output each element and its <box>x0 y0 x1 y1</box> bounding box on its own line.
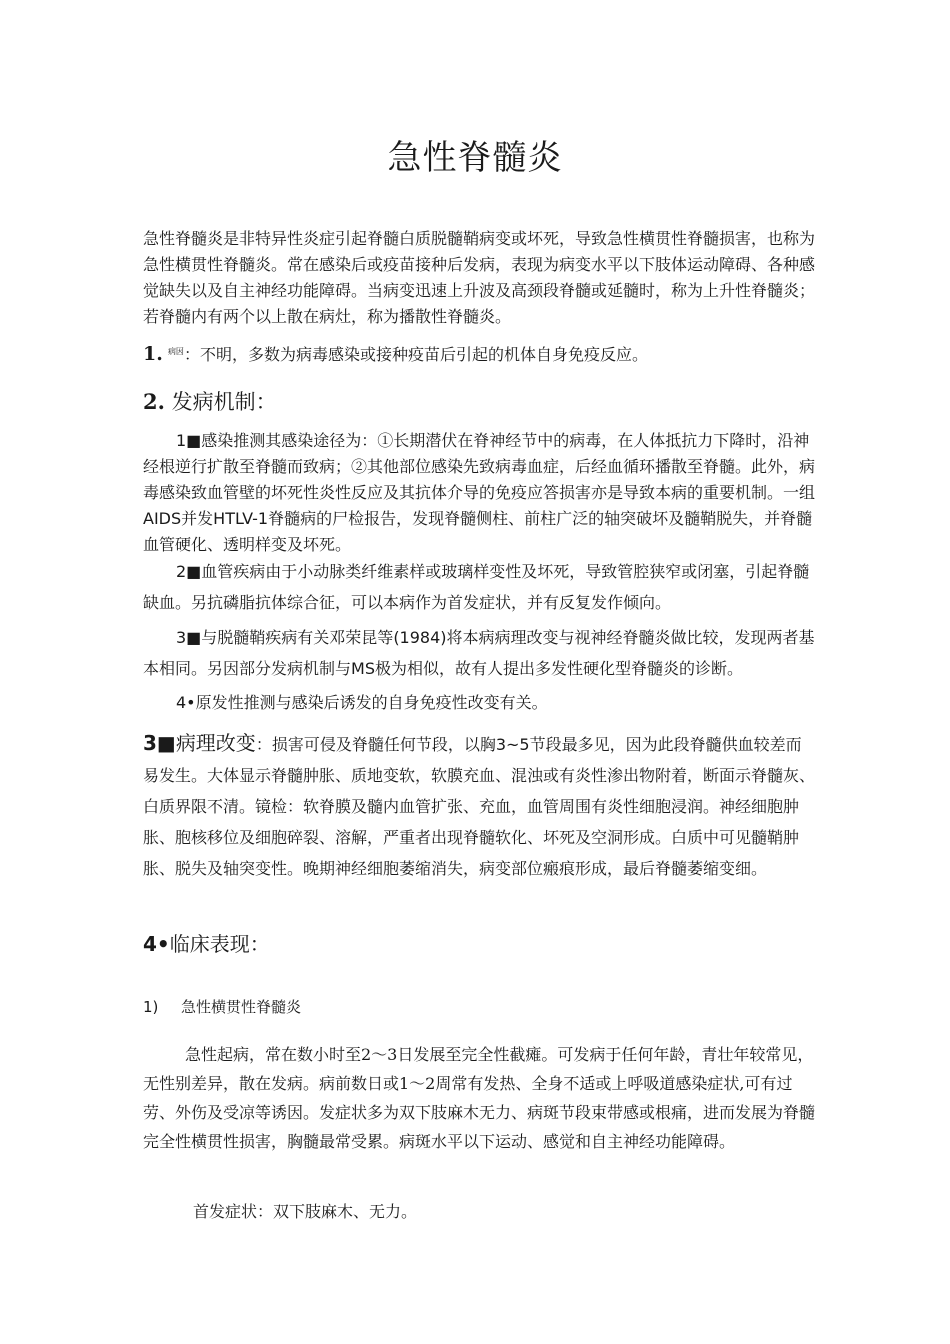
first-symptom-line: 首发症状：双下肢麻木、无力。 <box>193 1202 418 1221</box>
pathology-paragraph: 3■病理改变：损害可侵及脊髓任何节段，以胸3~5节段最多见，因为此段脊髓供血较差而易发生。大体显示脊髓肿胀、质地变软，软膜充血、混浊或有炎性渗出物附着，断面示脊髓灰、白质界限不清。镜检：软脊膜及髓内血管扩张、充血，血管周围有炎性细胞浸润。神经细胞肿胀、胞核移位及细胞碎裂、溶解，严重者出现脊髓软化、坏死及空洞形成。白质中可见髓鞘肿胀、脱失及轴突变性。晚期神经细胞萎缩消失，病变部位瘢痕形成，最后脊髓萎缩变细。 <box>143 731 816 878</box>
subsection-number: 1) <box>143 998 159 1016</box>
subsection-heading <box>143 994 815 1020</box>
section-title: 临床表现： <box>169 932 270 956</box>
section-number: 3■ <box>143 731 176 755</box>
subsection-title: 急性横贯性脊髓炎 <box>181 998 302 1016</box>
item-number: 1■ <box>176 431 202 450</box>
section-title: 病理改变 <box>175 731 256 755</box>
cause-line <box>143 338 815 369</box>
intro-paragraph: 急性脊髓炎是非特异性炎症引起脊髓白质脱髓鞘病变或坏死，导致急性横贯性脊髓损害，也称为急性横贯性脊髓炎。常在感染后或疫苗接种后发病，表现为病变水平以下肢体运动障碍、各种感觉缺失以及自主神经功能障碍。当病变迅速上升波及高颈段脊髓或延髓时，称为上升性脊髓炎；若脊髓内有两个以上散在病灶，称为播散性脊髓炎。 <box>143 229 816 326</box>
mechanism-paragraph-1: 1■感染推测其感染途径为：①长期潜伏在脊神经节中的病毒，在人体抵抗力下降时，沿神经根逆行扩散至脊髓而致病；②其他部位感染先致病毒血症，后经血循环播散至脊髓。此外，病毒感染致血管壁的坏死性炎性反应及其抗体介导的免疫应答损害亦是导致本病的重要机制。一组AIDS并发HTLV-1脊髓病的尸检报告，发现脊髓侧柱、前柱广泛的轴突破坏及髓鞘脱失，并脊髓血管硬化、透明样变及坏死。 <box>143 431 816 554</box>
section-title: 发病机制： <box>171 390 277 414</box>
page-title: 急性脊髓炎 <box>387 138 563 178</box>
item-number: 3■ <box>176 628 202 647</box>
cause-label: 病因 <box>167 347 184 356</box>
mechanism-paragraph-4: 4•原发性推测与感染后诱发的自身免疫性改变有关。 <box>176 693 548 712</box>
clinical-heading <box>143 928 815 957</box>
mechanism-paragraph-2: 2■血管疾病由于小动脉类纤维素样或玻璃样变性及坏死，导致管腔狭窄或闭塞，引起脊髓缺血。另抗磷脂抗体综合征，可以本病作为首发症状，并有反复发作倾向。 <box>143 562 810 612</box>
item-number: 4• <box>176 693 196 712</box>
section-number: 2. <box>143 389 165 414</box>
mechanism-paragraph-3: 3■与脱髓鞘疾病有关邓荣昆等(1984)将本病病理改变与视神经脊髓炎做比较，发现两者基本相同。另因部分发病机制与MS极为相似，故有人提出多发性硬化型脊髓炎的诊断。 <box>143 628 815 678</box>
cause-text: ：不明，多数为病毒感染或接种疫苗后引起的机体自身免疫反应。 <box>183 345 648 364</box>
section-number: 1. <box>143 343 163 365</box>
item-number: 2■ <box>176 562 202 581</box>
section-number: 4• <box>143 932 170 956</box>
onset-paragraph: 急性起病，常在数小时至2～3日发展至完全性截瘫。可发病于任何年龄，青壮年较常见，无性别差异，散在发病。病前数日或1～2周常有发热、全身不适或上呼吸道感染症状,可有过劳、外伤及受凉等诱因。发症状多为双下肢麻木无力、病斑节段束带感或根痛，进而发展为脊髓完全性横贯性损害，胸髓最常受累。病斑水平以下运动、感觉和自主神经功能障碍。 <box>143 1045 816 1151</box>
mechanism-heading <box>143 387 815 417</box>
